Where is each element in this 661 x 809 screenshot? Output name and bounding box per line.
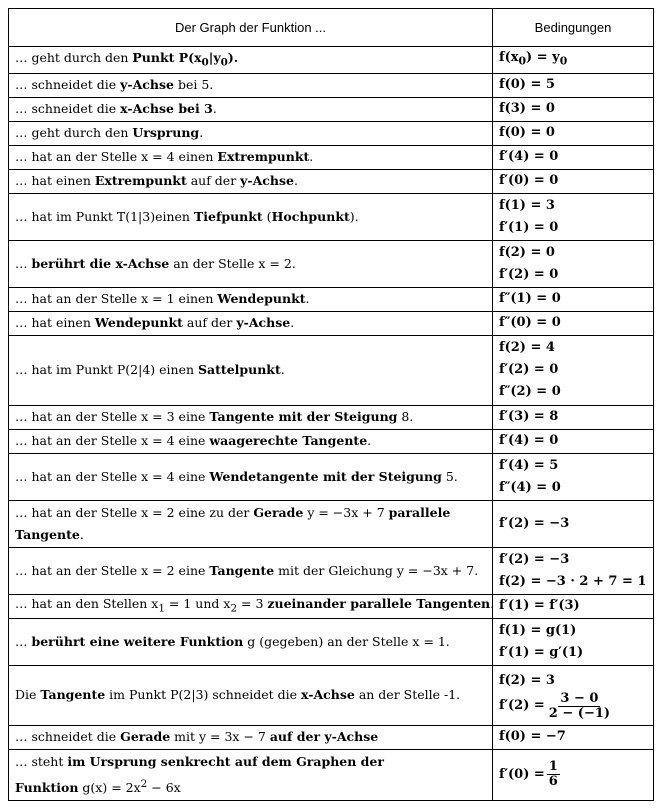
table-row bbox=[9, 240, 654, 287]
table-row bbox=[9, 547, 654, 594]
fraction: $\frac{3 - 0}{2 - (-1)}$ bbox=[548, 690, 611, 721]
table-row bbox=[9, 335, 654, 405]
row-description: … hat einen Wendepunkt auf der y-Achse. bbox=[9, 311, 493, 335]
table-row bbox=[9, 193, 654, 240]
fraction: $\frac{1}{6}$ bbox=[548, 759, 558, 790]
row-condition: f′(2) = −3 f(2) = −3 · 2 + 7 = 1 bbox=[493, 547, 654, 594]
row-description: … hat an der Stelle x = 3 eine Tangente mit der Steigung 8. bbox=[9, 405, 493, 429]
row-description: … hat an der Stelle x = 4 eine Wendetangente mit der Steigung 5. bbox=[9, 453, 493, 500]
table-row bbox=[9, 287, 654, 311]
header-description: Der Graph der Funktion ... bbox=[9, 9, 493, 47]
table-row bbox=[9, 73, 654, 97]
row-condition: f′(4) = 0 bbox=[493, 145, 654, 169]
row-condition: f(3) = 0 bbox=[493, 97, 654, 121]
row-condition: f″(1) = 0 bbox=[493, 287, 654, 311]
row-condition: f′(4) = 5 f″(4) = 0 bbox=[493, 453, 654, 500]
row-description: … hat an der Stelle x = 2 eine zu der Gerade y = −3x + 7 parallele Tangente. bbox=[9, 500, 493, 547]
row-description: … hat einen Extrempunkt auf der y-Achse. bbox=[9, 169, 493, 193]
row-description: … berührt die x-Achse an der Stelle x = 2. bbox=[9, 240, 493, 287]
row-condition: f(2) = 0 f′(2) = 0 bbox=[493, 240, 654, 287]
row-condition: f′(0) = 0 bbox=[493, 169, 654, 193]
row-description: … geht durch den Ursprung. bbox=[9, 121, 493, 145]
row-description: … hat im Punkt P(2|4) einen Sattelpunkt. bbox=[9, 335, 493, 405]
table-row bbox=[9, 429, 654, 453]
row-description: … hat an der Stelle x = 4 eine waagerechte Tangente. bbox=[9, 429, 493, 453]
conditions-table bbox=[8, 8, 654, 801]
row-condition: f″(0) = 0 bbox=[493, 311, 654, 335]
row-description: … hat an der Stelle x = 1 einen Wendepunkt. bbox=[9, 287, 493, 311]
row-condition: f′(0) = $\frac{1}{6}$ bbox=[493, 749, 654, 800]
table-row bbox=[9, 594, 654, 618]
row-description: … hat an der Stelle x = 2 eine Tangente mit der Gleichung y = −3x + 7. bbox=[9, 547, 493, 594]
row-condition: f′(2) = −3 bbox=[493, 500, 654, 547]
table-row bbox=[9, 121, 654, 145]
row-condition: f(1) = 3 f′(1) = 0 bbox=[493, 193, 654, 240]
table-row bbox=[9, 453, 654, 500]
header-row bbox=[9, 9, 654, 47]
header-conditions: Bedingungen bbox=[493, 9, 654, 47]
row-condition: f(0) = −7 bbox=[493, 725, 654, 749]
row-description: … hat im Punkt T(1|3)einen Tiefpunkt (Hochpunkt). bbox=[9, 193, 493, 240]
table-row bbox=[9, 500, 654, 547]
row-condition: f(1) = g(1) f′(1) = g′(1) bbox=[493, 618, 654, 665]
row-description: … hat an den Stellen $x_1 = 1$ und $x_2 = 3$ zueinander parallele Tangenten. bbox=[9, 594, 493, 618]
row-condition: f(2) = 4 f′(2) = 0 f″(2) = 0 bbox=[493, 335, 654, 405]
table-row bbox=[9, 169, 654, 193]
row-condition: f′(1) = f′(3) bbox=[493, 594, 654, 618]
table-row bbox=[9, 97, 654, 121]
row-description: … schneidet die x-Achse bei 3. bbox=[9, 97, 493, 121]
table-row bbox=[9, 47, 654, 74]
row-description: … steht im Ursprung senkrecht auf dem Graphen der Funktion $g(x) = 2x^2 - 6x$ bbox=[9, 749, 493, 800]
row-condition: f(2) = 3 f′(2) = $\frac{3 - 0}{2 - (-1)}$ bbox=[493, 665, 654, 725]
row-description: … hat an der Stelle x = 4 einen Extrempunkt. bbox=[9, 145, 493, 169]
table-row bbox=[9, 145, 654, 169]
table-row bbox=[9, 665, 654, 725]
row-description: … schneidet die y-Achse bei 5. bbox=[9, 73, 493, 97]
row-condition: f(0) = 0 bbox=[493, 121, 654, 145]
row-description: … schneidet die Gerade mit y = 3x − 7 auf der y-Achse bbox=[9, 725, 493, 749]
row-condition: f′(3) = 8 bbox=[493, 405, 654, 429]
table-row bbox=[9, 405, 654, 429]
row-condition: f′(4) = 0 bbox=[493, 429, 654, 453]
row-condition: $f(x_0) = y_0$ bbox=[493, 47, 654, 74]
table-row bbox=[9, 311, 654, 335]
table-row bbox=[9, 749, 654, 800]
table-row bbox=[9, 725, 654, 749]
row-description: Die Tangente im Punkt P(2|3) schneidet die x-Achse an der Stelle -1. bbox=[9, 665, 493, 725]
table-row bbox=[9, 618, 654, 665]
row-description: … geht durch den Punkt $P(x_0|y_0)$. bbox=[9, 47, 493, 74]
row-description: … berührt eine weitere Funktion g (gegeben) an der Stelle x = 1. bbox=[9, 618, 493, 665]
row-condition: f(0) = 5 bbox=[493, 73, 654, 97]
